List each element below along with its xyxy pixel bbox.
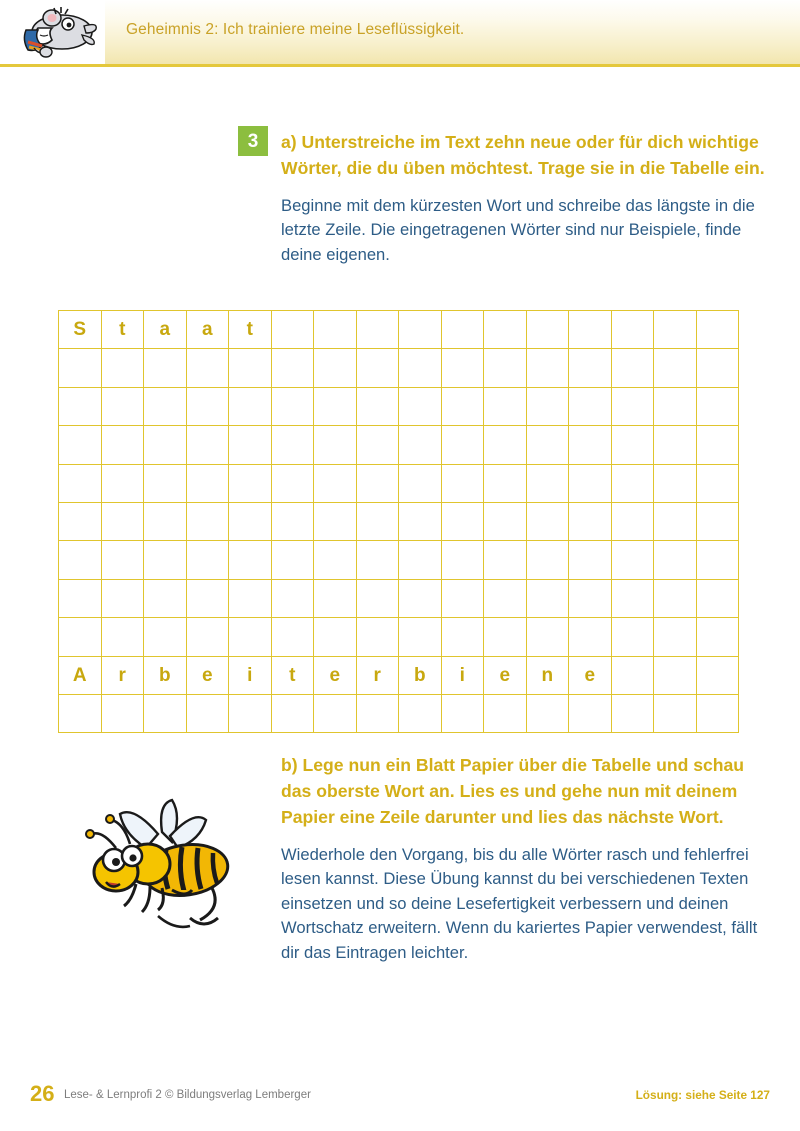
letter-grid-cell[interactable]: e	[314, 656, 357, 694]
letter-grid-cell[interactable]	[356, 579, 399, 617]
letter-grid-cell[interactable]	[356, 387, 399, 425]
letter-grid-cell[interactable]	[271, 426, 314, 464]
letter-grid-cell[interactable]	[696, 502, 739, 540]
letter-grid-cell[interactable]	[229, 426, 272, 464]
letter-grid-row	[59, 502, 739, 540]
letter-grid-cell[interactable]	[569, 541, 612, 579]
letter-grid-cell[interactable]	[696, 349, 739, 387]
letter-grid-cell[interactable]	[569, 694, 612, 732]
letter-grid-cell[interactable]	[441, 502, 484, 540]
letter-grid-row	[59, 426, 739, 464]
letter-grid-body	[59, 311, 739, 733]
letter-grid-cell[interactable]: a	[186, 311, 229, 349]
letter-grid-cell[interactable]	[101, 618, 144, 656]
letter-grid-row	[59, 464, 739, 502]
letter-grid-container	[58, 310, 739, 733]
letter-grid-row	[59, 541, 739, 579]
letter-grid-cell[interactable]	[399, 464, 442, 502]
letter-grid-cell[interactable]	[526, 618, 569, 656]
letter-grid-cell[interactable]	[441, 387, 484, 425]
letter-grid-cell[interactable]	[314, 579, 357, 617]
letter-grid-cell[interactable]	[314, 387, 357, 425]
page-number: 26	[30, 1081, 55, 1106]
letter-grid-cell[interactable]	[271, 694, 314, 732]
letter-grid-cell[interactable]	[144, 464, 187, 502]
letter-grid-cell[interactable]: a	[144, 311, 187, 349]
letter-grid-row	[59, 694, 739, 732]
letter-grid-cell[interactable]	[101, 579, 144, 617]
letter-grid-cell[interactable]	[186, 618, 229, 656]
letter-grid-cell[interactable]	[654, 387, 697, 425]
letter-grid-cell[interactable]: i	[441, 656, 484, 694]
letter-grid-cell[interactable]	[144, 618, 187, 656]
bee-illustration	[62, 790, 262, 950]
letter-grid-row	[59, 656, 739, 694]
letter-grid-cell[interactable]	[59, 541, 102, 579]
letter-grid-cell[interactable]	[654, 502, 697, 540]
letter-grid-cell[interactable]	[356, 464, 399, 502]
letter-grid-cell[interactable]	[356, 694, 399, 732]
letter-grid-cell[interactable]	[271, 502, 314, 540]
letter-grid-cell[interactable]	[59, 579, 102, 617]
letter-grid-cell[interactable]	[59, 502, 102, 540]
letter-grid-cell[interactable]	[229, 541, 272, 579]
letter-grid-cell[interactable]	[526, 502, 569, 540]
letter-grid-cell[interactable]	[696, 579, 739, 617]
letter-grid-cell[interactable]	[441, 311, 484, 349]
letter-grid-cell[interactable]: e	[569, 656, 612, 694]
letter-grid-cell[interactable]	[654, 311, 697, 349]
letter-grid-cell[interactable]	[526, 694, 569, 732]
letter-grid-cell[interactable]	[441, 349, 484, 387]
letter-grid-cell[interactable]	[356, 311, 399, 349]
letter-grid-cell[interactable]	[314, 618, 357, 656]
letter-grid-cell[interactable]	[569, 618, 612, 656]
letter-grid-cell[interactable]	[696, 618, 739, 656]
header-divider-rule	[0, 64, 800, 67]
letter-grid-cell[interactable]	[526, 464, 569, 502]
task-number-badge: 3	[238, 126, 268, 156]
letter-grid-cell[interactable]	[569, 502, 612, 540]
letter-grid-cell[interactable]	[569, 464, 612, 502]
letter-grid-cell[interactable]	[314, 541, 357, 579]
letter-grid-cell[interactable]	[314, 694, 357, 732]
letter-grid-cell[interactable]	[399, 349, 442, 387]
footer-source-credit: Lese- & Lernprofi 2 © Bildungsverlag Lemberger	[64, 1089, 311, 1101]
letter-grid-cell[interactable]	[654, 426, 697, 464]
letter-grid-cell[interactable]	[314, 426, 357, 464]
letter-grid-cell[interactable]	[144, 426, 187, 464]
letter-grid-cell[interactable]	[399, 579, 442, 617]
task-a-instruction: a) Unterstreiche im Text zehn neue oder für dich wichtige Wörter, die du üben möchtest. Trage sie in die Tabelle ein.	[281, 132, 765, 178]
letter-grid-cell[interactable]	[101, 694, 144, 732]
letter-grid-cell[interactable]	[569, 387, 612, 425]
letter-grid-cell[interactable]	[229, 464, 272, 502]
letter-grid-cell[interactable]: t	[271, 656, 314, 694]
letter-grid-cell[interactable]	[144, 349, 187, 387]
letter-grid-cell[interactable]	[654, 694, 697, 732]
letter-grid-cell[interactable]: b	[144, 656, 187, 694]
letter-grid-cell[interactable]: t	[101, 311, 144, 349]
letter-grid-cell[interactable]	[59, 694, 102, 732]
task-b-instruction: b) Lege nun ein Blatt Papier über die Tabelle und schau das oberste Wort an. Lies es und gehe nun mit deinem Papier eine Zeile darunter und lies das nächste Wort.	[281, 755, 745, 827]
letter-grid-cell[interactable]	[611, 541, 654, 579]
letter-grid-cell[interactable]	[59, 426, 102, 464]
letter-grid-cell[interactable]	[484, 464, 527, 502]
letter-grid-cell[interactable]	[441, 426, 484, 464]
letter-grid-cell[interactable]	[484, 349, 527, 387]
task-a-description: Beginne mit dem kürzesten Wort und schreibe das längste in die letzte Zeile. Die eingetragenen Wörter sind nur Beispiele, finde deine eigenen.	[281, 195, 755, 264]
page-header	[0, 0, 800, 68]
letter-grid-cell[interactable]	[144, 579, 187, 617]
letter-grid-cell[interactable]	[441, 694, 484, 732]
letter-grid-cell[interactable]	[229, 387, 272, 425]
letter-grid-cell[interactable]: r	[356, 656, 399, 694]
letter-grid-cell[interactable]	[356, 349, 399, 387]
letter-grid-cell[interactable]	[144, 387, 187, 425]
footer-solution-reference: Lösung: siehe Seite 127	[635, 1088, 770, 1102]
letter-grid-cell[interactable]	[186, 579, 229, 617]
letter-grid-cell[interactable]	[654, 541, 697, 579]
letter-grid-cell[interactable]	[611, 579, 654, 617]
letter-grid-cell[interactable]	[526, 349, 569, 387]
letter-grid-cell[interactable]	[229, 502, 272, 540]
cartoon-mouse-icon	[8, 2, 100, 62]
letter-grid-cell[interactable]: e	[484, 656, 527, 694]
letter-grid-row	[59, 387, 739, 425]
letter-grid-cell[interactable]	[569, 311, 612, 349]
letter-grid-cell[interactable]	[271, 579, 314, 617]
letter-grid-cell[interactable]	[484, 426, 527, 464]
letter-grid-cell[interactable]	[271, 464, 314, 502]
letter-grid-cell[interactable]	[611, 311, 654, 349]
letter-grid-cell[interactable]	[101, 349, 144, 387]
letter-grid-cell[interactable]	[696, 311, 739, 349]
letter-grid-cell[interactable]	[399, 541, 442, 579]
letter-grid-cell[interactable]	[696, 426, 739, 464]
letter-grid-cell[interactable]	[186, 694, 229, 732]
letter-grid-cell[interactable]	[186, 502, 229, 540]
letter-grid-cell[interactable]	[314, 349, 357, 387]
letter-grid-cell[interactable]	[314, 311, 357, 349]
letter-grid-row	[59, 349, 739, 387]
letter-grid-cell[interactable]	[696, 464, 739, 502]
letter-grid-cell[interactable]	[101, 464, 144, 502]
letter-grid-cell[interactable]	[186, 387, 229, 425]
letter-grid-cell[interactable]	[526, 579, 569, 617]
letter-grid-cell[interactable]	[59, 618, 102, 656]
letter-grid-cell[interactable]	[611, 426, 654, 464]
letter-grid-cell[interactable]: A	[59, 656, 102, 694]
letter-grid-cell[interactable]	[696, 541, 739, 579]
letter-grid-cell[interactable]	[611, 656, 654, 694]
letter-grid-cell[interactable]: b	[399, 656, 442, 694]
letter-grid-cell[interactable]	[186, 349, 229, 387]
letter-grid-cell[interactable]	[229, 349, 272, 387]
letter-grid-cell[interactable]	[101, 541, 144, 579]
letter-grid-cell[interactable]	[526, 426, 569, 464]
letter-grid-cell[interactable]: t	[229, 311, 272, 349]
letter-grid-cell[interactable]	[399, 426, 442, 464]
letter-grid-table	[58, 310, 739, 733]
letter-grid-cell[interactable]	[484, 579, 527, 617]
letter-grid-cell[interactable]	[186, 426, 229, 464]
letter-grid-cell[interactable]	[484, 541, 527, 579]
letter-grid-cell[interactable]: r	[101, 656, 144, 694]
letter-grid-cell[interactable]	[271, 541, 314, 579]
letter-grid-cell[interactable]	[229, 579, 272, 617]
letter-grid-cell[interactable]	[611, 387, 654, 425]
letter-grid-cell[interactable]	[441, 541, 484, 579]
letter-grid-cell[interactable]	[611, 694, 654, 732]
letter-grid-cell[interactable]	[484, 311, 527, 349]
letter-grid-cell[interactable]	[314, 464, 357, 502]
letter-grid-cell[interactable]	[399, 694, 442, 732]
letter-grid-cell[interactable]	[441, 618, 484, 656]
letter-grid-cell[interactable]	[654, 349, 697, 387]
letter-grid-cell[interactable]	[399, 502, 442, 540]
letter-grid-cell[interactable]	[59, 464, 102, 502]
letter-grid-cell[interactable]	[611, 464, 654, 502]
letter-grid-cell[interactable]	[229, 618, 272, 656]
letter-grid-cell[interactable]	[186, 464, 229, 502]
task-a-text-column	[281, 130, 765, 267]
letter-grid-cell[interactable]	[526, 541, 569, 579]
letter-grid-cell[interactable]	[484, 387, 527, 425]
letter-grid-cell[interactable]	[441, 464, 484, 502]
letter-grid-cell[interactable]	[186, 541, 229, 579]
letter-grid-cell[interactable]	[484, 694, 527, 732]
letter-grid-cell[interactable]	[611, 502, 654, 540]
letter-grid-cell[interactable]	[526, 387, 569, 425]
letter-grid-cell[interactable]	[526, 311, 569, 349]
letter-grid-cell[interactable]	[569, 579, 612, 617]
task-b-text-column	[281, 753, 765, 965]
letter-grid-cell[interactable]	[144, 541, 187, 579]
letter-grid-cell[interactable]	[271, 349, 314, 387]
letter-grid-cell[interactable]	[271, 311, 314, 349]
page-title: Geheimnis 2: Ich trainiere meine Leseflüssigkeit.	[126, 21, 465, 38]
letter-grid-cell[interactable]	[271, 618, 314, 656]
letter-grid-cell[interactable]	[59, 349, 102, 387]
letter-grid-cell[interactable]: S	[59, 311, 102, 349]
letter-grid-cell[interactable]	[356, 541, 399, 579]
letter-grid-cell[interactable]	[696, 694, 739, 732]
letter-grid-cell[interactable]	[569, 349, 612, 387]
letter-grid-cell[interactable]	[654, 656, 697, 694]
letter-grid-cell[interactable]	[101, 426, 144, 464]
letter-grid-cell[interactable]	[611, 349, 654, 387]
letter-grid-cell[interactable]	[144, 694, 187, 732]
letter-grid-cell[interactable]	[399, 618, 442, 656]
letter-grid-cell[interactable]	[229, 694, 272, 732]
letter-grid-cell[interactable]: n	[526, 656, 569, 694]
letter-grid-cell[interactable]	[654, 579, 697, 617]
page-footer	[0, 1081, 800, 1109]
letter-grid-cell[interactable]	[654, 618, 697, 656]
letter-grid-cell[interactable]	[356, 618, 399, 656]
letter-grid-cell[interactable]	[696, 387, 739, 425]
letter-grid-cell[interactable]	[484, 502, 527, 540]
task-b-description: Wiederhole den Vorgang, bis du alle Wörter rasch und fehlerfrei lesen kannst. Diese Übung kannst du bei verschiedenen Texten einsetzen und so deine Lesefertigkeit verbessern und deinen Wortschatz erweitern. Wenn du kariertes Papier verwendest, fällt dir das Eintragen leichter.	[281, 844, 758, 962]
letter-grid-row	[59, 618, 739, 656]
cartoon-bee-icon	[62, 790, 262, 950]
letter-grid-cell[interactable]	[399, 311, 442, 349]
letter-grid-cell[interactable]	[101, 387, 144, 425]
letter-grid-cell[interactable]	[441, 579, 484, 617]
letter-grid-cell[interactable]	[314, 502, 357, 540]
letter-grid-cell[interactable]	[654, 464, 697, 502]
letter-grid-cell[interactable]	[101, 502, 144, 540]
letter-grid-cell[interactable]: e	[186, 656, 229, 694]
letter-grid-cell[interactable]	[399, 387, 442, 425]
letter-grid-cell[interactable]	[484, 618, 527, 656]
letter-grid-cell[interactable]	[144, 502, 187, 540]
letter-grid-cell[interactable]	[569, 426, 612, 464]
letter-grid-cell[interactable]	[611, 618, 654, 656]
letter-grid-cell[interactable]	[696, 656, 739, 694]
letter-grid-cell[interactable]	[59, 387, 102, 425]
letter-grid-cell[interactable]	[356, 502, 399, 540]
letter-grid-cell[interactable]	[356, 426, 399, 464]
letter-grid-cell[interactable]: i	[229, 656, 272, 694]
letter-grid-row	[59, 311, 739, 349]
letter-grid-row	[59, 579, 739, 617]
letter-grid-cell[interactable]	[271, 387, 314, 425]
mascot-illustration-box	[0, 0, 105, 64]
